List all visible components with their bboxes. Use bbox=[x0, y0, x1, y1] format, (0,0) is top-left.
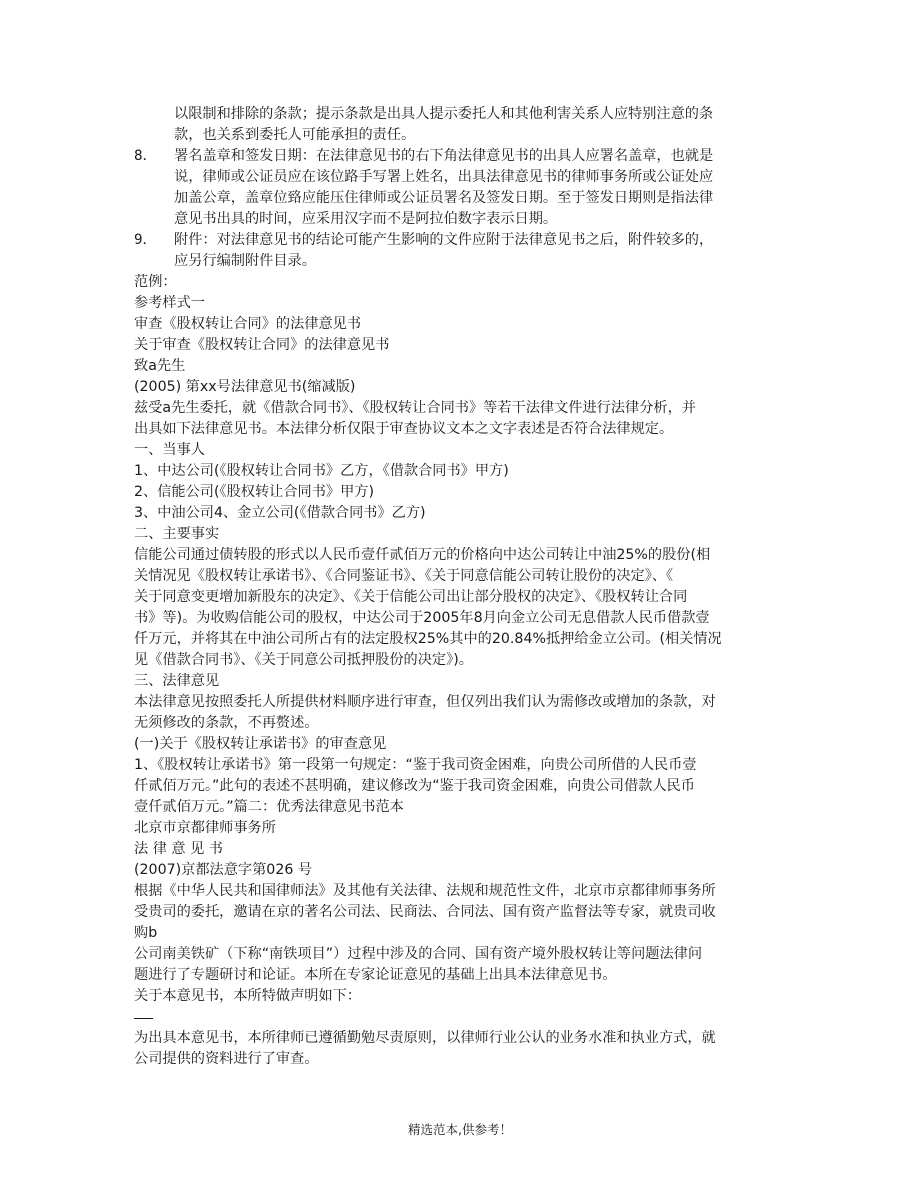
text-line: 附件：对法律意见书的结论可能产生影响的文件应附于法律意见书之后，附件较多的， bbox=[174, 232, 714, 248]
text-line: 署名盖章和签发日期：在法律意见书的右下角法律意见书的出具人应署名盖章，也就是 bbox=[174, 148, 714, 164]
section-heading: 三、法律意见 bbox=[134, 673, 220, 689]
section-title: 审查《股权转让合同》的法律意见书 bbox=[134, 316, 362, 332]
text-line: 见《借款合同书》、《关于同意公司抵押股份的决定》)。 bbox=[134, 652, 473, 668]
text-line: 兹受a先生委托，就《借款合同书》、《股权转让合同书》等若干法律文件进行法律分析，并 bbox=[134, 400, 696, 416]
text-line: 题进行了专题研讨和论证。本所在专家论证意见的基础上出具本法律意见书。 bbox=[134, 967, 617, 983]
text-line: 为出具本意见书，本所律师已遵循勤勉尽责原则，以律师行业公认的业务水准和执业方式，就 bbox=[134, 1030, 716, 1046]
list-item-8 bbox=[134, 146, 786, 230]
text-line: 公司南美铁矿（下称“南铁项目”）过程中涉及的合同、国有资产境外股权转让等问题法律问 bbox=[134, 946, 703, 962]
text-line: 仟贰佰万元。”此句的表述不甚明确，建议修改为“鉴于我司资金困难，向贵公司借款人民币 bbox=[134, 778, 695, 794]
text-line: 1、中达公司(《股权转让合同书》乙方，《借款合同书》甲方) bbox=[134, 463, 509, 479]
firm-name: 北京市京都律师事务所 bbox=[134, 820, 276, 836]
text-line: 意见书出具的时间，应采用汉字而不是阿拉伯数字表示日期。 bbox=[174, 211, 558, 227]
text-line: 受贵司的委托，邀请在京的著名公司法、民商法、合同法、国有资产监督法等专家，就贵司收 bbox=[134, 904, 716, 920]
text-line: 1、《股权转让承诺书》第一段第一句规定：“鉴于我司资金困难，向贵公司所借的人民币壹 bbox=[134, 757, 697, 773]
text-line: 无须修改的条款，不再赘述。 bbox=[134, 715, 319, 731]
document-number: (2007)京都法意字第026 号 bbox=[134, 862, 313, 878]
text-line: 本法律意见按照委托人所提供材料顺序进行审查，但仅列出我们认为需修改或增加的条款，对 bbox=[134, 694, 716, 710]
section-title: 关于审查《股权转让合同》的法律意见书 bbox=[134, 337, 390, 353]
text-line: 信能公司通过债转股的形式以人民币壹仟贰佰万元的价格向中达公司转让中油25%的股份(相 bbox=[134, 547, 711, 563]
page-footer: 精选范本,供参考！ bbox=[408, 1122, 512, 1137]
text-line: 说，律师或公证员应在该位路手写署上姓名，出具法律意见书的律师事务所或公证处应 bbox=[174, 169, 714, 185]
item-number: 9． bbox=[134, 232, 157, 248]
text-line: 公司提供的资料进行了审查。 bbox=[134, 1051, 319, 1067]
text-line: 出具如下法律意见书。本法律分析仅限于审查协议文本之文字表述是否符合法律规定。 bbox=[134, 421, 674, 437]
text-line: 2、信能公司(《股权转让合同书》甲方) bbox=[134, 484, 374, 500]
text-line: 壹仟贰佰万元。”篇二：优秀法律意见书范本 bbox=[134, 799, 404, 815]
text-line: 根据《中华人民共和国律师法》及其他有关法律、法规和规范性文件，北京市京都律师事务所 bbox=[134, 883, 716, 899]
text-line: 关于同意变更增加新股东的决定》、《关于信能公司出让部分股权的决定》、《股权转让合同 bbox=[134, 589, 688, 605]
text-line: 应另行编制附件目录。 bbox=[174, 253, 316, 269]
text-line: 以限制和排除的条款；提示条款是出具人提示委托人和其他利害关系人应特别注意的条 bbox=[174, 106, 714, 122]
section-divider bbox=[134, 1007, 154, 1028]
text-line: 书》等)。为收购信能公司的股权，中达公司于2005年8月向金立公司无息借款人民币借款壹 bbox=[134, 610, 710, 626]
text-line: 3、中油公司4、金立公司(《借款合同书》乙方) bbox=[134, 505, 426, 521]
item-number: 8． bbox=[134, 148, 157, 164]
document-body bbox=[134, 104, 786, 1070]
example-label: 范例： bbox=[134, 274, 177, 290]
sample-title: 参考样式一 bbox=[134, 295, 205, 311]
document-number: (2005) 第xx号法律意见书(缩减版) bbox=[134, 379, 356, 395]
list-item-9 bbox=[134, 230, 786, 272]
section-heading: 一、当事人 bbox=[134, 442, 205, 458]
text-line: 关于本意见书，本所特做声明如下： bbox=[134, 988, 362, 1004]
document-title: 法 律 意 见 书 bbox=[134, 841, 223, 857]
text-line: 购b bbox=[134, 925, 158, 941]
text-line: 仟万元，并将其在中油公司所占有的法定股权25%其中的20.84%抵押给金立公司。(相关情况 bbox=[134, 631, 722, 647]
text-line: 关情况见《股权转让承诺书》、《合同鉴证书》、《关于同意信能公司转让股份的决定》、《 bbox=[134, 568, 674, 584]
subsection-heading: (一)关于《股权转让承诺书》的审查意见 bbox=[134, 736, 387, 752]
text-line: 款，也关系到委托人可能承担的责任。 bbox=[174, 127, 416, 143]
addressee: 致a先生 bbox=[134, 358, 186, 374]
text-line: 加盖公章，盖章位臵应能压住律师或公证员署名及签发日期。至于签发日期则是指法律 bbox=[174, 190, 714, 206]
list-item bbox=[134, 104, 786, 146]
section-heading: 二、主要事实 bbox=[134, 526, 220, 542]
